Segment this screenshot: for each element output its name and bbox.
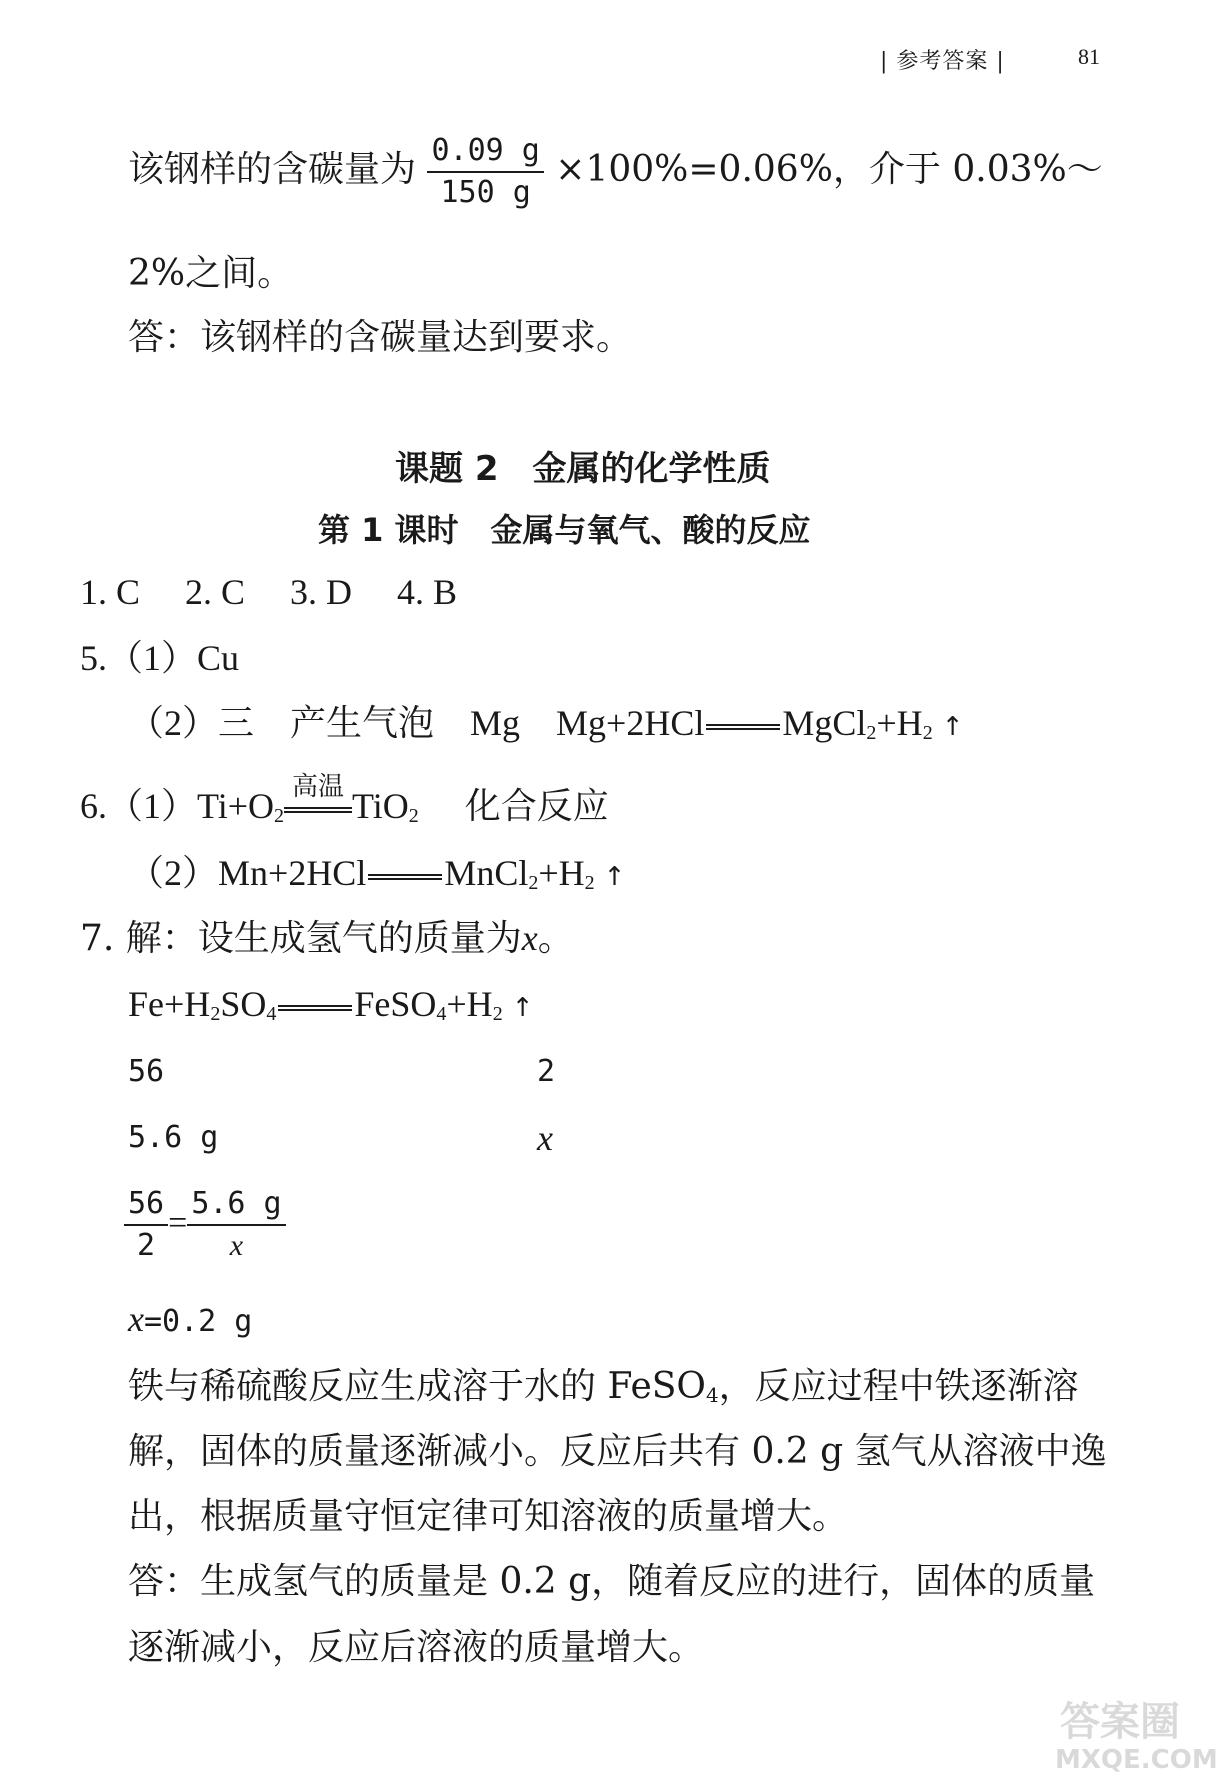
carbon-content-line-2: 2%之间。 bbox=[128, 253, 294, 294]
lesson-subtitle: 第 1 课时 金属与氧气、酸的反应 bbox=[318, 511, 811, 549]
q7-eq-left2-subscript: 4 bbox=[266, 1003, 277, 1025]
q6-part2 bbox=[128, 853, 625, 903]
q7-eq-right2: +H bbox=[446, 984, 493, 1024]
equation-double-line bbox=[368, 874, 442, 880]
q7-eq-left-subscript: 2 bbox=[210, 1003, 221, 1025]
q6-part2-product: MnCl bbox=[444, 853, 529, 893]
q7-ratio-left-denominator: 2 bbox=[137, 1228, 156, 1263]
page-header-section: | 参考答案 | bbox=[880, 49, 1005, 74]
lesson-title: 课题 2 金属的化学性质 bbox=[395, 449, 771, 489]
page-number: 81 bbox=[1078, 44, 1100, 69]
q6-oxygen-subscript: 2 bbox=[274, 805, 285, 827]
q7-intro-end: 。 bbox=[537, 918, 574, 959]
watermark-logo: 答案圈 bbox=[1060, 1699, 1180, 1745]
q7-ratio-right-numerator: 5.6 g bbox=[187, 1186, 285, 1226]
q7-ratio-right bbox=[187, 1186, 285, 1264]
q6-product-subscript: 2 bbox=[408, 805, 419, 827]
q7-intro bbox=[80, 918, 574, 959]
q7-equation bbox=[128, 984, 533, 1034]
q7-explanation-line-2: 解，固体的质量逐渐减小。反应后共有 0.2 g 氢气从溶液中逸 bbox=[128, 1431, 1107, 1472]
q7-ratio-left bbox=[124, 1186, 168, 1264]
carbon-content-prefix: 该钢样的含碳量为 bbox=[128, 149, 417, 190]
q5-product: MgCl bbox=[782, 703, 867, 743]
q7-result bbox=[128, 1299, 252, 1342]
carbon-answer: 答：该钢样的含碳量达到要求。 bbox=[128, 317, 633, 358]
q5-part1: 5.（1）Cu bbox=[80, 638, 240, 678]
reaction-condition bbox=[284, 771, 352, 813]
q6-product: TiO bbox=[352, 786, 409, 826]
q6-part2-end: +H bbox=[538, 853, 585, 893]
q7-result-variable: x bbox=[128, 1299, 144, 1339]
q7-eq-right-subscript: 4 bbox=[436, 1003, 447, 1025]
q7-eq-right: FeSO bbox=[354, 984, 437, 1024]
q7-answer-line-1: 答：生成氢气的质量是 0.2 g，随着反应的进行，固体的质量 bbox=[128, 1561, 1096, 1602]
carbon-fraction bbox=[427, 133, 543, 211]
q6-part2-product-subscript: 2 bbox=[528, 872, 539, 894]
equation-double-line bbox=[278, 1005, 352, 1011]
q5-end: +H bbox=[876, 703, 923, 743]
carbon-fraction-denominator: 150 g bbox=[440, 175, 531, 210]
gas-arrow-icon: ↑ bbox=[511, 993, 534, 1023]
q5-part2-prefix: （2）三 产生气泡 Mg Mg+2HCl bbox=[128, 703, 705, 743]
watermark-url: MXQE.COM bbox=[1055, 1745, 1218, 1775]
q6-reaction-type: 化合反应 bbox=[464, 786, 609, 826]
q6-part1 bbox=[80, 771, 609, 836]
carbon-content-line bbox=[128, 133, 1103, 211]
q6-part2-end-subscript: 2 bbox=[584, 872, 595, 894]
gas-arrow-icon: ↑ bbox=[603, 862, 626, 892]
q6-part1-prefix: 6.（1）Ti+O bbox=[80, 786, 275, 826]
q7-ratio-right-denominator: x bbox=[229, 1229, 244, 1262]
q7-eq-left2: SO bbox=[220, 984, 267, 1024]
q7-expl1-text: 铁与稀硫酸反应生成溶于水的 FeSO bbox=[128, 1366, 706, 1407]
q7-ratio bbox=[124, 1186, 286, 1264]
q7-mass-row-2-right: x bbox=[537, 1118, 553, 1158]
q7-result-value: =0.2 g bbox=[143, 1304, 253, 1339]
q7-eq-left: Fe+H bbox=[128, 984, 211, 1024]
gas-arrow-icon: ↑ bbox=[941, 712, 964, 742]
q7-answer-line-2: 逐渐减小，反应后溶液的质量增大。 bbox=[128, 1627, 705, 1668]
carbon-content-suffix: ×100%=0.06%，介于 0.03%～ bbox=[555, 149, 1103, 190]
q7-ratio-equals: = bbox=[168, 1204, 188, 1242]
q7-expl1-subscript: 4 bbox=[705, 1383, 719, 1407]
q7-intro-text: 7. 解：设生成氢气的质量为 bbox=[80, 918, 522, 959]
q7-variable: x bbox=[521, 918, 538, 958]
q7-expl1-end: ，反应过程中铁逐渐溶 bbox=[718, 1366, 1079, 1407]
q7-mass-row-1-left: 56 bbox=[128, 1054, 165, 1089]
carbon-fraction-numerator: 0.09 g bbox=[427, 133, 543, 173]
q7-mass-row-1-right: 2 bbox=[537, 1054, 556, 1089]
answers-1-4: 1. C 2. C 3. D 4. B bbox=[80, 572, 458, 612]
q7-mass-row-2-left: 5.6 g bbox=[128, 1120, 219, 1155]
q7-ratio-left-numerator: 56 bbox=[124, 1186, 168, 1226]
equation-double-line bbox=[706, 724, 780, 730]
q6-part2-prefix: （2）Mn+2HCl bbox=[128, 853, 367, 893]
q7-eq-right2-subscript: 2 bbox=[492, 1003, 503, 1025]
q7-explanation-line-3: 出，根据质量守恒定律可知溶液的质量增大。 bbox=[128, 1496, 849, 1537]
q5-end-subscript: 2 bbox=[922, 722, 933, 744]
q5-part2 bbox=[128, 703, 963, 753]
reaction-condition-label: 高温 bbox=[292, 771, 345, 802]
equation-double-line bbox=[284, 807, 352, 813]
q7-explanation-line-1 bbox=[128, 1367, 1079, 1415]
q5-product-subscript: 2 bbox=[866, 722, 877, 744]
